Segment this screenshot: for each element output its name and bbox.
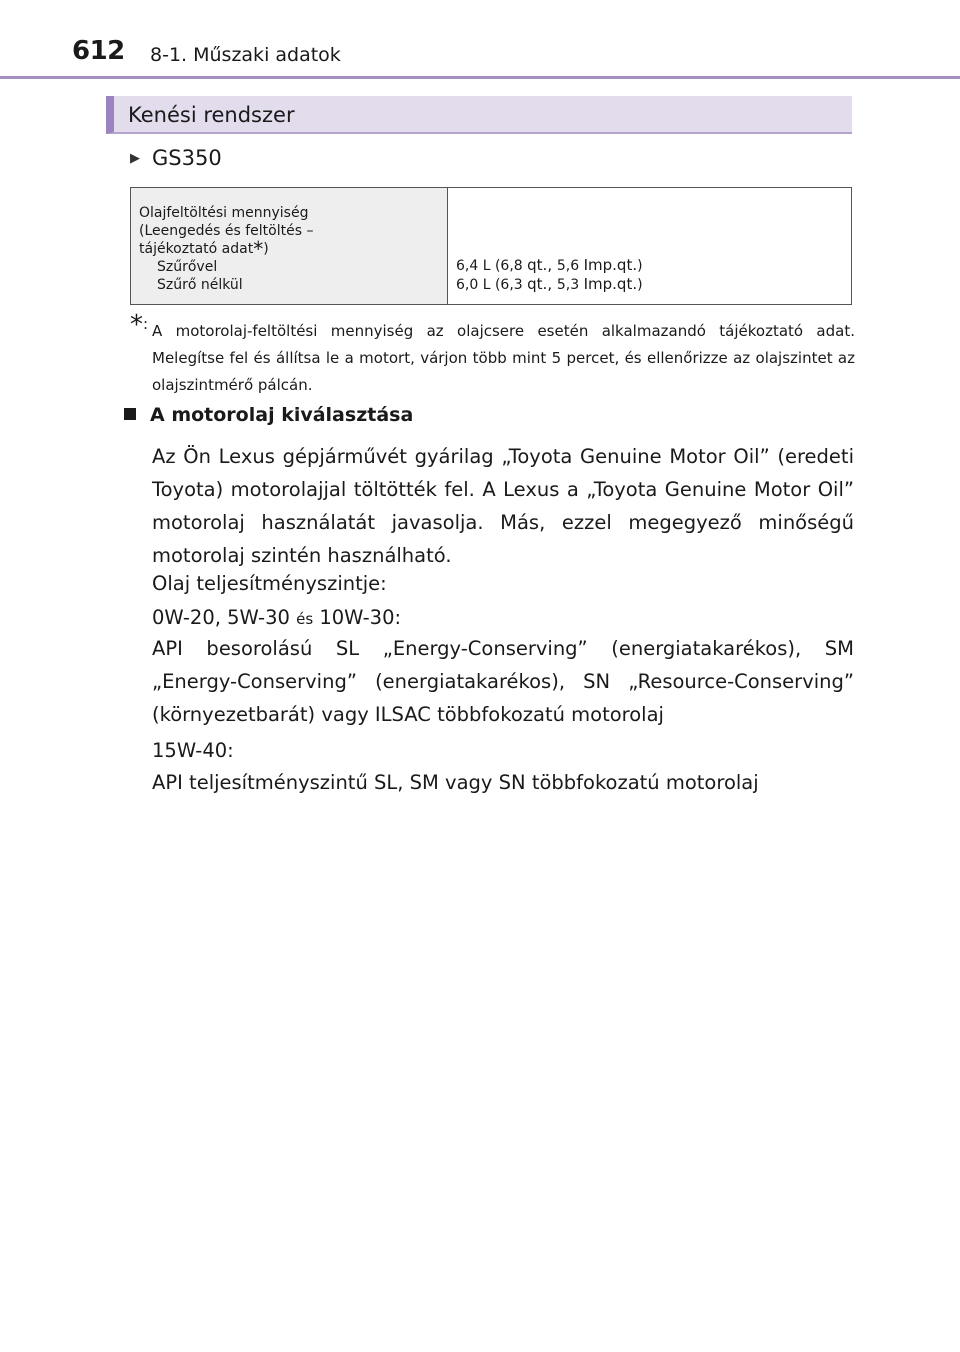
- row1-value: 6,4 L (6,8 qt., 5,6 Imp.qt.): [456, 256, 643, 274]
- oil-capacity-table: [130, 187, 852, 305]
- model-bullet: [130, 146, 222, 170]
- table-value-cell: [448, 188, 852, 305]
- subsection-heading: [124, 404, 413, 426]
- page-number: 612: [72, 36, 125, 66]
- table-label-cell: [131, 188, 448, 305]
- model-label: GS350: [152, 146, 222, 170]
- paragraph-viscosity-1: 0W-20, 5W-30 és 10W-30:: [152, 606, 402, 629]
- footnote-text: A motorolaj-feltöltési mennyiség az olajcsere esetén alkalmazandó tájékoztató adat. Melegítse fel és állítsa le a motort, várjon több mint 5 percet, és ellenőrizze az olajszintet az olajszintmérő pálcán.: [152, 322, 855, 394]
- paragraph-oil-level: Olaj teljesítményszintje:: [152, 572, 387, 595]
- row2-label: Szűrő nélkül: [157, 277, 243, 293]
- label-line3-end: ): [263, 241, 269, 257]
- page-header: [0, 0, 960, 80]
- paragraph-viscosity-2: 15W-40:: [152, 739, 234, 762]
- footnote-mark: *:: [130, 310, 149, 340]
- chapter-title: 8-1. Műszaki adatok: [150, 44, 341, 66]
- subsection-title: A motorolaj kiválasztása: [150, 404, 414, 426]
- row2-value: 6,0 L (6,3 qt., 5,3 Imp.qt.): [456, 275, 643, 293]
- paragraph-oil-intro: Az Ön Lexus gépjárművét gyárilag „Toyota Genuine Motor Oil” (eredeti Toyota) motorolajjal töltötték fel. A Lexus a „Toyota Genuine Motor Oil” motorolaj használatát javasolja. Más, ezzel megegyező minőségű motorolaj szintén használható.: [152, 445, 854, 567]
- label-line1: Olajfeltöltési mennyiség: [139, 205, 309, 221]
- paragraph-api-spec-2: API teljesítményszintű SL, SM vagy SN többfokozatú motorolaj: [152, 771, 759, 794]
- footnote-star: *: [253, 237, 264, 261]
- section-heading: [106, 96, 852, 134]
- label-line3: tájékoztató adat: [139, 241, 254, 257]
- header-rule: [0, 76, 960, 79]
- row1-label: Szűrővel: [157, 259, 218, 275]
- footnote: [130, 310, 855, 399]
- table-row: [131, 188, 852, 305]
- section-title: Kenési rendszer: [128, 103, 295, 127]
- triangle-bullet-icon: ▶: [130, 151, 140, 166]
- paragraph-api-spec-1: API besorolású SL „Energy-Conserving” (energiatakarékos), SM „Energy-Conserving” (energiatakarékos), SN „Resource-Conserving” (környezetbarát) vagy ILSAC többfokozatú motorolaj: [152, 637, 854, 726]
- square-bullet-icon: [124, 408, 136, 420]
- label-line2: (Leengedés és feltöltés –: [139, 223, 314, 239]
